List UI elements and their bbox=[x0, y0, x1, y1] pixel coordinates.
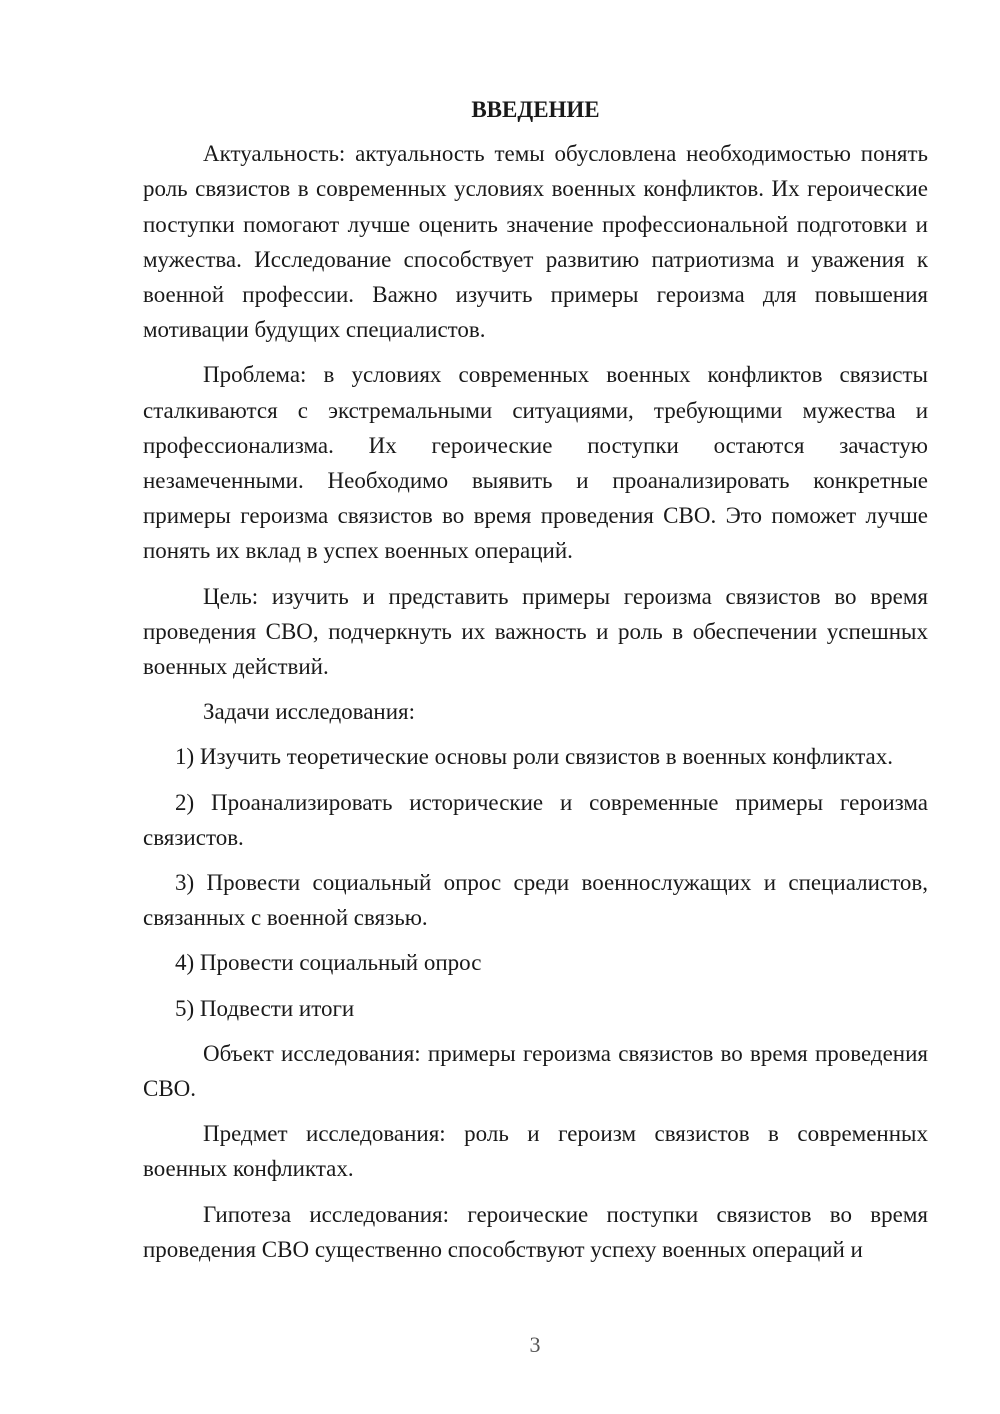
page-number: 3 bbox=[529, 1332, 541, 1357]
task-item-1: 1) Изучить теоретические основы роли связистов в военных конфликтах. bbox=[175, 744, 894, 770]
task-item-5: 5) Подвести итоги bbox=[175, 995, 355, 1021]
section-title: ВВЕДЕНИЕ bbox=[471, 97, 600, 122]
task-item-3: 3) Провести социальный опрос среди военнослужащих и специалистов, связанных с военной связью. bbox=[143, 870, 928, 931]
paragraph-problem: Проблема: в условиях современных военных конфликтов связисты сталкиваются с экстремальными ситуациями, требующими мужества и профессионализма. Их героические поступки остаются зачастую незамеченными. Необходимо выявить и проанализировать конкретные примеры героизма связистов во время проведения СВО. Это поможет лучше понять их вклад в успех военных операций. bbox=[143, 362, 928, 564]
document-body bbox=[143, 92, 928, 1277]
paragraph-object: Объект исследования: примеры героизма связистов во время проведения СВО. bbox=[143, 1040, 928, 1102]
task-item-2: 2) Проанализировать исторические и современные примеры героизма связистов. bbox=[143, 789, 928, 850]
paragraph-subject: Предмет исследования: роль и героизм связистов в современных военных конфликтах. bbox=[143, 1121, 928, 1182]
paragraph-relevance: Актуальность: актуальность темы обусловлена необходимостью понять роль связистов в современных условиях военных конфликтов. Их героические поступки помогают лучше оценить значение профессиональной подготовки и мужества. Исследование способствует развитию патриотизма и уважения к военной профессии. Важно изучить примеры героизма для повышения мотивации будущих специалистов. bbox=[143, 141, 928, 343]
paragraph-hypothesis: Гипотеза исследования: героические поступки связистов во время проведения СВО существенно способствуют успеху военных операций и bbox=[143, 1201, 928, 1262]
tasks-heading: Задачи исследования: bbox=[203, 699, 416, 725]
task-item-4: 4) Провести социальный опрос bbox=[175, 950, 482, 976]
paragraph-goal: Цель: изучить и представить примеры героизма связистов во время проведения СВО, подчеркнуть их важность и роль в обеспечении успешных военных действий. bbox=[143, 583, 928, 680]
